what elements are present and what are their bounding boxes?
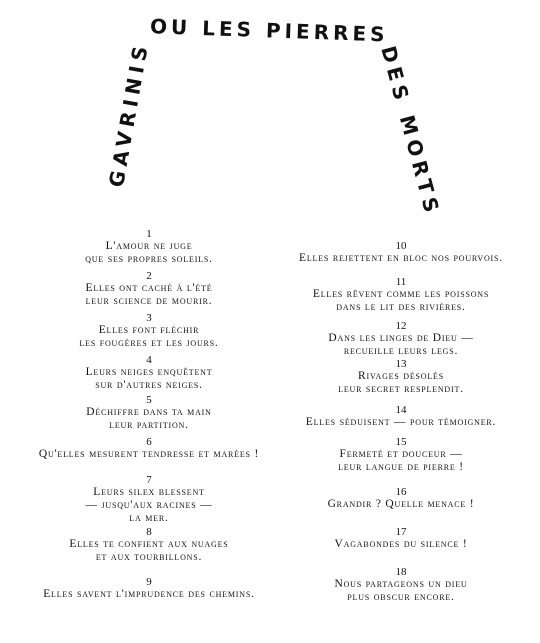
- poem-line: leur langue de pierre !: [338, 461, 464, 473]
- poem-number: 14: [395, 404, 407, 416]
- poem-number: 16: [395, 486, 407, 498]
- poem-line: Elles font fléchir: [98, 324, 200, 336]
- poem-8: [10, 526, 288, 564]
- poem-line: Elles séduisent — pour témoigner.: [305, 416, 497, 428]
- poem-line: Grandir ? Quelle menace !: [327, 498, 475, 510]
- poem-12: [280, 320, 522, 358]
- poem-line: L'amour ne juge: [105, 240, 193, 252]
- poem-number: 7: [146, 474, 152, 486]
- poem-number: 17: [395, 526, 407, 538]
- poem-line: recueille leurs legs.: [343, 345, 459, 357]
- poem-line: leur secret resplendit.: [338, 383, 464, 395]
- poem-line: sur d'autres neiges.: [95, 379, 203, 391]
- poem-number: 5: [146, 394, 152, 406]
- poem-number: 10: [395, 240, 407, 252]
- poem-line: Vagabondes du silence !: [334, 538, 468, 550]
- poem-line: Elles rejettent en bloc nos pourvois.: [299, 252, 503, 264]
- poem-number: 15: [395, 436, 407, 448]
- poem-9: [10, 576, 288, 601]
- poem-line: Fermeté et douceur —: [339, 448, 463, 460]
- poem-number: 2: [146, 270, 152, 282]
- poem-18: [280, 566, 522, 604]
- poem-number: 8: [146, 526, 152, 538]
- poem-number: 6: [146, 436, 152, 448]
- poem-line: Qu'elles mesurent tendresse et marées !: [38, 448, 260, 460]
- poem-line: Elles rêvent comme les poissons: [312, 288, 490, 300]
- poem-number: 1: [146, 228, 152, 240]
- poem-line: que ses propres soleils.: [85, 253, 213, 265]
- poem-line: Dans les linges de Dieu —: [328, 332, 474, 344]
- poem-16: [280, 486, 522, 511]
- poem-line: — jusqu'aux racines —: [85, 499, 213, 511]
- title-top: OU LES PIERRES: [149, 14, 389, 47]
- poem-line: les fougères et les jours.: [79, 337, 219, 349]
- poem-number: 18: [395, 566, 407, 578]
- title-left: GAVRINIS: [104, 39, 154, 190]
- poem-14: [280, 404, 522, 429]
- poem-10: [280, 240, 522, 265]
- poem-line: et aux tourbillons.: [95, 551, 203, 563]
- poem-line: leur partition.: [109, 419, 189, 431]
- poem-2: [10, 270, 288, 308]
- poem-11: [280, 276, 522, 314]
- poem-number: 9: [146, 576, 152, 588]
- poem-line: Déchiffre dans ta main: [86, 406, 212, 418]
- poem-number: 12: [395, 320, 407, 332]
- poem-number: 4: [146, 354, 152, 366]
- poem-line: Rivages désolés: [358, 370, 444, 382]
- poem-6: [10, 436, 288, 461]
- poem-15: [280, 436, 522, 474]
- poem-line: la mer.: [129, 512, 169, 524]
- poem-line: Elles te confient aux nuages: [69, 538, 229, 550]
- poem-line: dans le lit des rivières.: [336, 301, 466, 313]
- poem-5: [10, 394, 288, 432]
- poem-line: leur science de mourir.: [85, 295, 213, 307]
- title-right: DES MORTS: [376, 43, 446, 220]
- poem-13: [280, 358, 522, 396]
- poem-line: Nous partageons un dieu: [334, 578, 468, 590]
- poem-number: 13: [395, 358, 407, 370]
- poem-number: 3: [146, 312, 152, 324]
- poem-line: plus obscur encore.: [347, 591, 455, 603]
- poem-17: [280, 526, 522, 551]
- poem-1: [10, 228, 288, 266]
- poem-line: Elles ont caché à l'été: [85, 282, 213, 294]
- poem-number: 11: [395, 276, 407, 288]
- poem-7: [10, 474, 288, 525]
- poem-4: [10, 354, 288, 392]
- poem-3: [10, 312, 288, 350]
- poem-line: Leurs neiges enquêtent: [85, 366, 213, 378]
- title-arch: [0, 0, 540, 220]
- poem-line: Elles savent l'imprudence des chemins.: [43, 588, 255, 600]
- poem-line: Leurs silex blessent: [93, 486, 205, 498]
